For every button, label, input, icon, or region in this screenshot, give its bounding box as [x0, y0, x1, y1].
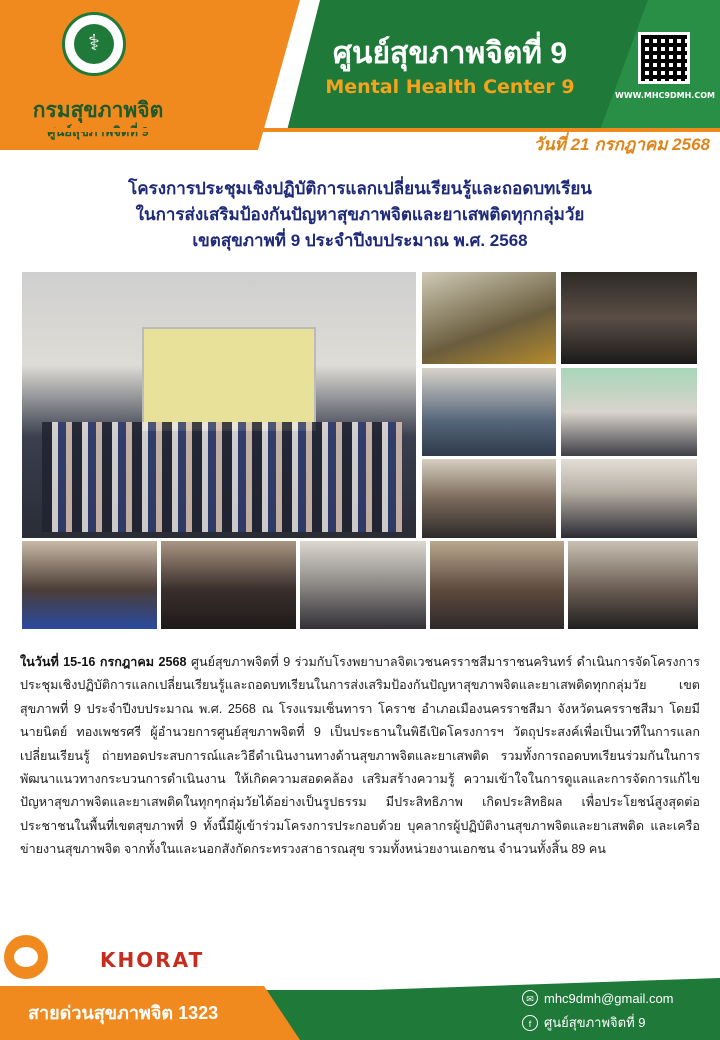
- mascot-icon: [4, 935, 48, 979]
- title-line-3: เขตสุขภาพที่ 9 ประจำปีงบประมาณ พ.ศ. 2568: [192, 231, 528, 250]
- contact-phone[interactable]: [522, 966, 712, 982]
- qr-code-icon[interactable]: [638, 32, 690, 84]
- center-name-english: Mental Health Center 9: [325, 76, 575, 98]
- email-icon: ✉: [522, 990, 538, 1006]
- title-line-2: ในการส่งเสริมป้องกันปัญหาสุขภาพจิตและยาเสพติดทุกกลุ่มวัย: [135, 205, 585, 224]
- panel-discussion-photo: [422, 368, 556, 456]
- khorat-logo: KHORAT: [100, 948, 205, 972]
- phone-number: 0-4425-6729: [544, 966, 618, 982]
- audience-photo-3: [430, 541, 564, 629]
- caduceus-icon: ⚕: [74, 24, 114, 64]
- website-link[interactable]: WWW.MHC9DMH.COM: [615, 91, 715, 100]
- ministry-seal-logo: [62, 12, 126, 76]
- phone-icon: ☎: [522, 966, 538, 982]
- contact-facebook[interactable]: [522, 1012, 712, 1033]
- opening-speech-photo: [422, 272, 556, 364]
- center-name-thai: ศูนย์สุขภาพจิตที่ 9: [332, 37, 568, 70]
- audience-photo-4: [568, 541, 698, 629]
- article-body: [20, 651, 700, 862]
- audience-photo-1: [22, 541, 157, 629]
- body-lead: ในวันที่ 15-16 กรกฎาคม 2568: [20, 655, 187, 669]
- group-photo: [22, 272, 416, 538]
- article-title: [40, 176, 680, 254]
- body-text: ศูนย์สุขภาพจิตที่ 9 ร่วมกับโรงพยาบาลจิตเวชนครราชสีมาราชนครินทร์ ดำเนินการจัดโครงการประชุมเชิงปฏิบัติการแลกเปลี่ยนเรียนรู้และถอดบทเรียนในการส่งเสริมป้องกันปัญหาสุขภาพจิตและยาเสพติดทุกกลุ่มวัย เขตสุขภาพที่ 9 ประจำปีงบประมาณ พ.ศ. 2568 ณ โรงแรมเซ็นทารา โคราช อำเภอเมืองนครราชสีมา จังหวัดนครราชสีมา โดยมีนายนิตย์ ทองเพชรศรี ผู้อำนวยการศูนย์สุขภาพจิตที่ 9 เป็นประธานในพิธีเปิดโครงการฯ วัตถุประสงค์เพื่อเป็นเวทีในการแลกเปลี่ยนเรียนรู้ ถ่ายทอดประสบการณ์และวิธีดำเนินงานทางด้านสุขภาพจิตและยาเสพติด รวมทั้งการถอดบทเรียนร่วมกันในการพัฒนาแนวทางกระบวนการดำเนินงาน ให้เกิดความสอดคล้อง เสริมสร้างความรู้ ความเข้าใจในการดูแลและการจัดการแก้ไขปัญหาสุขภาพจิตและยาเสพติดในทุกๆกลุ่มวัยได้อย่างเป็นรูปธรรม มีประสิทธิภาพ เกิดประสิทธิผล เพื่อประโยชน์สูงสุดต่อประชาชนในพื้นที่เขตสุขภาพที่ 9 ทั้งนี้มีผู้เข้าร่วมโครงการประกอบด้วย บุคลากรผู้ปฏิบัติงานสุขภาพจิตและยาเสพติด และเครือข่ายงานสุขภาพจิต จากทั้งในและนอกสังกัดกระทรวงสาธารณสุข รวมทั้งหน่วยงานเอกชน จำนวนทั้งสิ้น 89 คน: [20, 655, 701, 857]
- presenters-photo: [561, 368, 697, 456]
- facebook-icon: f: [522, 1015, 538, 1031]
- panel-stage-photo: [422, 459, 556, 538]
- audience-photo-2: [161, 541, 296, 629]
- activity-photo: [300, 541, 426, 629]
- stage-group-photo: [561, 459, 697, 538]
- hotline-text: สายด่วนสุขภาพจิต 1323: [28, 1003, 219, 1023]
- email-address: mhc9dmh@gmail.com: [544, 990, 674, 1006]
- speaker-photo: [561, 272, 697, 364]
- publish-date: วันที่ 21 กรกฎาคม 2568: [533, 135, 710, 154]
- title-line-1: โครงการประชุมเชิงปฏิบัติการแลกเปลี่ยนเรียนรู้และถอดบทเรียน: [128, 179, 592, 198]
- facebook-page: ศูนย์สุขภาพจิตที่ 9: [544, 1015, 646, 1030]
- department-name: กรมสุขภาพจิต: [32, 99, 164, 122]
- contact-email[interactable]: [522, 990, 712, 1006]
